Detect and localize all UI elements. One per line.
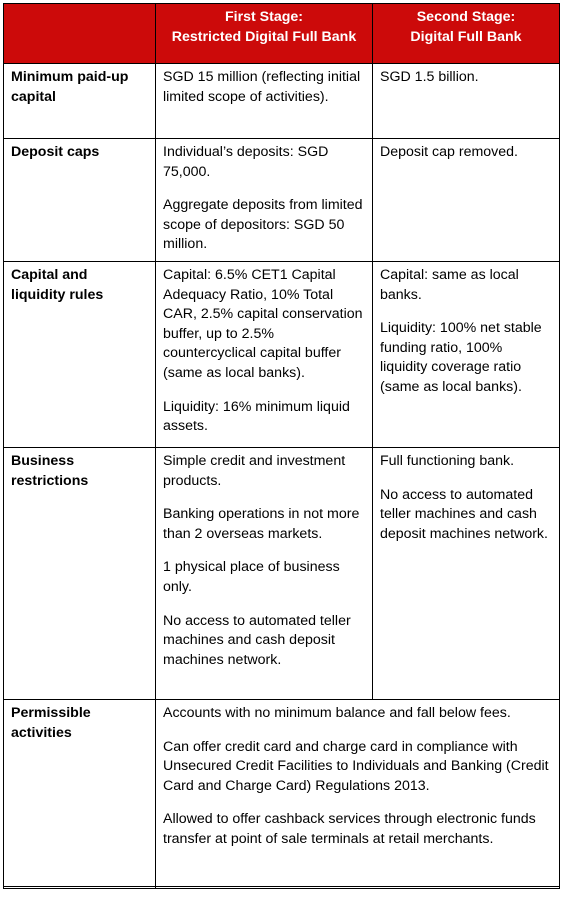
cell-text: Simple credit and investment products. <box>163 452 346 489</box>
row-label-line1: Deposit caps <box>11 144 100 160</box>
header-second-stage <box>373 4 560 64</box>
cell-text: Capital: 6.5% CET1 Capital Adequacy Ratio, 10% Total CAR, 2.5% capital conservation buffer, up to 2.5% countercyclical capital buffer (same as local banks). <box>163 266 363 381</box>
cell-second-stage-deposit <box>373 139 560 262</box>
trailing-cell <box>4 886 156 888</box>
cell-text: Liquidity: 16% minimum liquid assets. <box>163 398 350 435</box>
table-header <box>4 4 560 64</box>
row-label-line1: Business <box>11 452 75 469</box>
row-label-line2: activities <box>11 724 72 741</box>
header-second-stage-line1: Second Stage: <box>416 9 516 25</box>
row-label-line1: Permissible <box>11 704 91 721</box>
cell-first-stage-deposit <box>156 139 373 262</box>
cell-second-stage-capital <box>373 64 560 139</box>
cell-text: 1 physical place of business only. <box>163 559 340 595</box>
comparison-table <box>3 3 560 889</box>
table-row-business-restrictions <box>4 447 560 699</box>
cell-second-stage-business <box>373 447 560 699</box>
header-empty-cell <box>4 4 156 64</box>
cell-first-stage-liquidity <box>156 261 373 447</box>
header-first-stage <box>156 4 373 64</box>
cell-second-stage-liquidity <box>373 261 560 447</box>
table-row-capital-liquidity <box>4 261 560 447</box>
table-row-deposit-caps <box>4 139 560 262</box>
header-second-stage-line2: Digital Full Bank <box>410 28 522 45</box>
row-label-line1: Capital and <box>11 266 88 283</box>
cell-text: Deposit cap removed. <box>380 144 519 160</box>
cell-permissible-activities <box>156 699 560 886</box>
table-row-minimum-capital <box>4 64 560 139</box>
cell-text: Allowed to offer cashback services through electronic funds transfer at point of sale terminals at retail merchants. <box>163 811 536 847</box>
cell-text: Aggregate deposits from limited scope of depositors: SGD 50 million. <box>163 197 363 253</box>
row-label-capital-liquidity <box>4 261 156 447</box>
cell-text: Can offer credit card and charge card in compliance with Unsecured Credit Facilities to Individuals and Banking (Credit Card and Charge Card) Regulations 2013. <box>163 738 549 794</box>
row-label-line2: restrictions <box>11 472 89 489</box>
cell-text: SGD 1.5 billion. <box>380 69 479 85</box>
row-label-business-restrictions <box>4 447 156 699</box>
row-label-line2: capital <box>11 88 56 105</box>
row-label-permissible-activities <box>4 699 156 886</box>
header-first-stage-line2: Restricted Digital Full Bank <box>171 28 357 45</box>
cell-first-stage-business <box>156 447 373 699</box>
cell-text: No access to automated teller machines and cash deposit machines network. <box>163 612 351 668</box>
cell-text: Banking operations in not more than 2 overseas markets. <box>163 506 360 542</box>
table-row-trailing <box>4 886 560 888</box>
cell-text: No access to automated teller machines and cash deposit machines network. <box>380 486 548 542</box>
cell-text: Liquidity: 100% net stable funding ratio, 100% liquidity coverage ratio (same as local banks). <box>380 320 542 395</box>
cell-text: Individual’s deposits: SGD 75,000. <box>163 144 329 180</box>
cell-first-stage-capital <box>156 64 373 139</box>
cell-text: Accounts with no minimum balance and fall below fees. <box>163 704 511 721</box>
header-row <box>4 4 560 64</box>
header-first-stage-line1: First Stage: <box>224 9 304 25</box>
cell-text: Full functioning bank. <box>380 452 515 469</box>
row-label-minimum-capital <box>4 64 156 139</box>
trailing-cell <box>156 886 560 888</box>
row-label-line1: Minimum paid-up <box>11 69 129 85</box>
row-label-deposit-caps <box>4 139 156 262</box>
row-label-line2: liquidity rules <box>11 286 104 303</box>
table-row-permissible-activities <box>4 699 560 886</box>
cell-text: Capital: same as local banks. <box>380 266 519 303</box>
cell-text: SGD 15 million (reflecting initial limited scope of activities). <box>163 69 361 105</box>
